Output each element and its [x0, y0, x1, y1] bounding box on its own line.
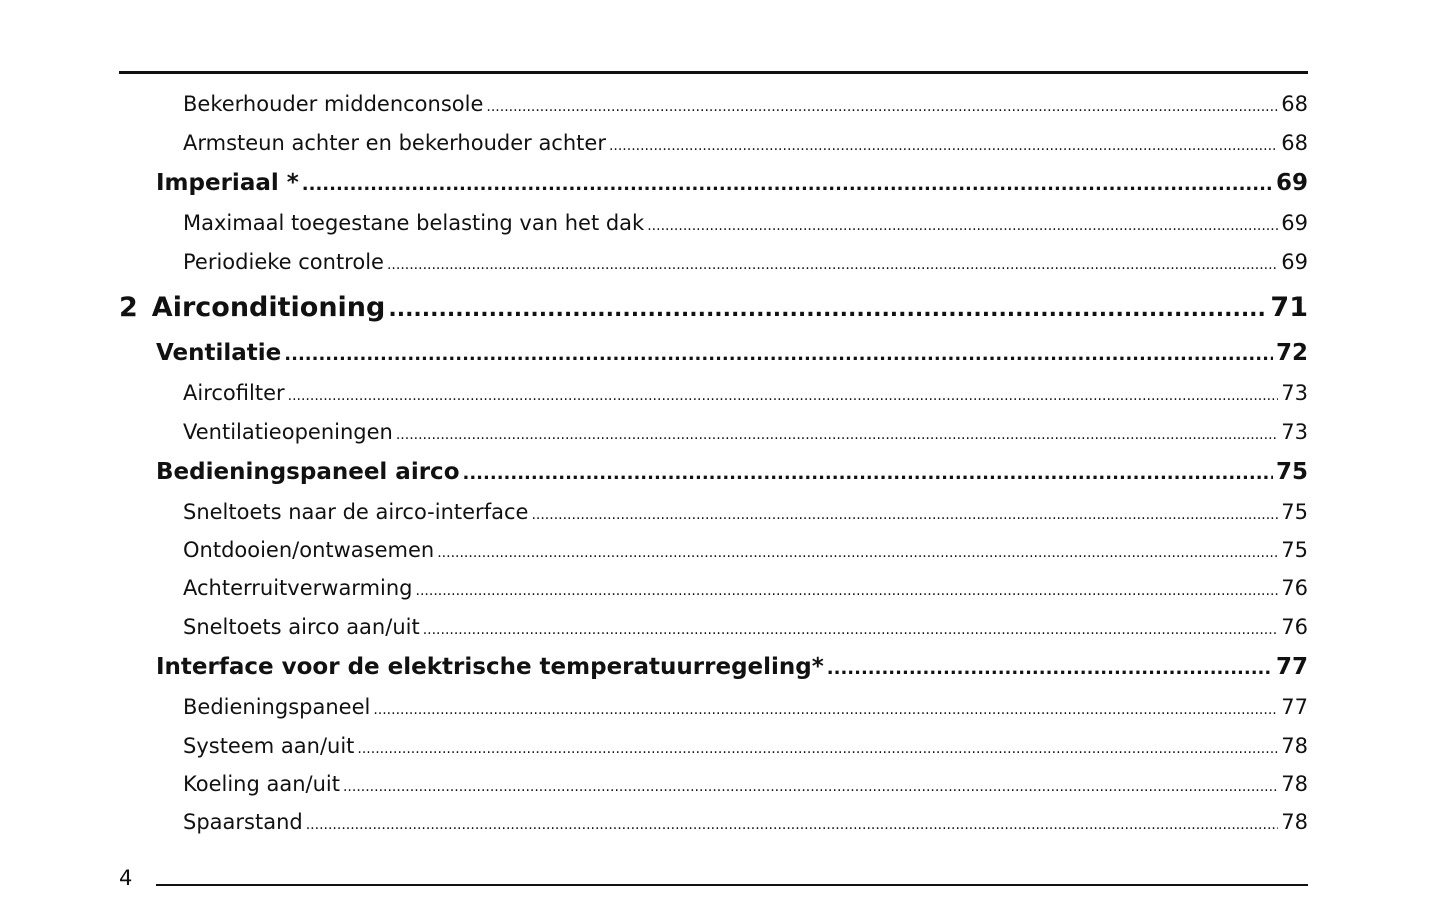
dot-leader: [284, 340, 1273, 368]
toc-entry-label: Armsteun achter en bekerhouder achter: [183, 131, 606, 155]
toc-entry-page: 77: [1275, 654, 1308, 680]
dot-leader: [827, 654, 1273, 682]
dot-leader: [437, 539, 1278, 564]
toc-entry[interactable]: [183, 613, 1308, 641]
toc-entry-label: Aircofilter: [183, 381, 285, 405]
toc-entry-page: 78: [1281, 810, 1308, 834]
toc-entry[interactable]: [183, 248, 1308, 276]
chapter-title: Airconditioning: [151, 292, 386, 323]
toc-entry-page: 68: [1281, 131, 1308, 155]
toc-entry-label: Sneltoets naar de airco-interface: [183, 500, 529, 524]
dot-leader: [486, 93, 1278, 118]
toc-entry-page: 75: [1275, 459, 1308, 485]
toc-entry-page: 69: [1275, 170, 1308, 196]
dot-leader: [288, 382, 1279, 407]
dot-leader: [343, 773, 1278, 798]
toc-entry-page: 69: [1281, 211, 1308, 235]
dot-leader: [373, 696, 1278, 721]
toc-entry-label: Bedieningspaneel: [183, 695, 371, 719]
toc-entry-page: 71: [1270, 292, 1308, 323]
toc-entry-label: Sneltoets airco aan/uit: [183, 615, 420, 639]
toc-entry[interactable]: [183, 693, 1308, 721]
dot-leader: [306, 811, 1279, 836]
dot-leader: [423, 616, 1279, 641]
toc-entry[interactable]: [183, 209, 1308, 237]
toc-entry-label: Maximaal toegestane belasting van het dak: [183, 211, 645, 235]
toc-entry-label: Ventilatieopeningen: [183, 420, 393, 444]
toc-entry-label: Periodieke controle: [183, 250, 384, 274]
toc-entry-page: 73: [1281, 420, 1308, 444]
toc-section-entry[interactable]: [156, 338, 1308, 368]
toc-entry-label: Interface voor de elektrische temperatuurregeling*: [156, 654, 824, 680]
dot-leader: [357, 735, 1278, 760]
toc-entry-page: 68: [1281, 92, 1308, 116]
toc-entry-page: 77: [1281, 695, 1308, 719]
toc-entry-page: 75: [1281, 538, 1308, 562]
dot-leader: [531, 501, 1278, 526]
toc-entry[interactable]: [183, 418, 1308, 446]
toc-entry[interactable]: [183, 129, 1308, 157]
toc-entry-label: Imperiaal *: [156, 170, 299, 196]
toc-entry[interactable]: [183, 498, 1308, 526]
toc-entry-page: 75: [1281, 500, 1308, 524]
toc-entry-label: Spaarstand: [183, 810, 303, 834]
toc-entry-page: 78: [1281, 772, 1308, 796]
toc-entry-page: 73: [1281, 381, 1308, 405]
toc-entry-label: Bedieningspaneel airco: [156, 459, 460, 485]
dot-leader: [396, 421, 1278, 446]
toc-entry[interactable]: [183, 379, 1308, 407]
toc-entry[interactable]: [183, 574, 1308, 602]
toc-entry-page: 76: [1281, 615, 1308, 639]
toc-entry-page: 78: [1281, 734, 1308, 758]
dot-leader: [302, 170, 1273, 198]
footer-page-number: 4: [119, 866, 133, 890]
toc-section-entry[interactable]: [156, 168, 1308, 198]
chapter-number: 2: [119, 292, 138, 323]
toc-chapter-entry[interactable]: [119, 290, 1308, 326]
toc-entry[interactable]: [183, 808, 1308, 836]
toc-entry-page: 72: [1275, 340, 1308, 366]
toc-entry[interactable]: [183, 90, 1308, 118]
dot-leader: [609, 132, 1278, 157]
dot-leader: [463, 459, 1273, 487]
toc-entry[interactable]: [183, 770, 1308, 798]
toc-section-entry[interactable]: [156, 457, 1308, 487]
toc-chapter-label: [119, 290, 385, 326]
toc-section-entry[interactable]: [156, 652, 1308, 682]
toc-entry-label: Achterruitverwarming: [183, 576, 413, 600]
dot-leader: [387, 251, 1278, 276]
toc-entry-label: Systeem aan/uit: [183, 734, 355, 758]
bottom-rule: [156, 884, 1308, 886]
toc-entry-label: Ontdooien/ontwasemen: [183, 538, 435, 562]
dot-leader: [647, 212, 1278, 237]
dot-leader: [388, 292, 1267, 326]
toc-entry-label: Ventilatie: [156, 340, 282, 366]
toc-entry-label: Bekerhouder middenconsole: [183, 92, 484, 116]
toc-entry-page: 76: [1281, 576, 1308, 600]
toc-entry[interactable]: [183, 536, 1308, 564]
toc-entry[interactable]: [183, 732, 1308, 760]
toc-entry-label: Koeling aan/uit: [183, 772, 340, 796]
toc-entry-page: 69: [1281, 250, 1308, 274]
dot-leader: [416, 577, 1279, 602]
